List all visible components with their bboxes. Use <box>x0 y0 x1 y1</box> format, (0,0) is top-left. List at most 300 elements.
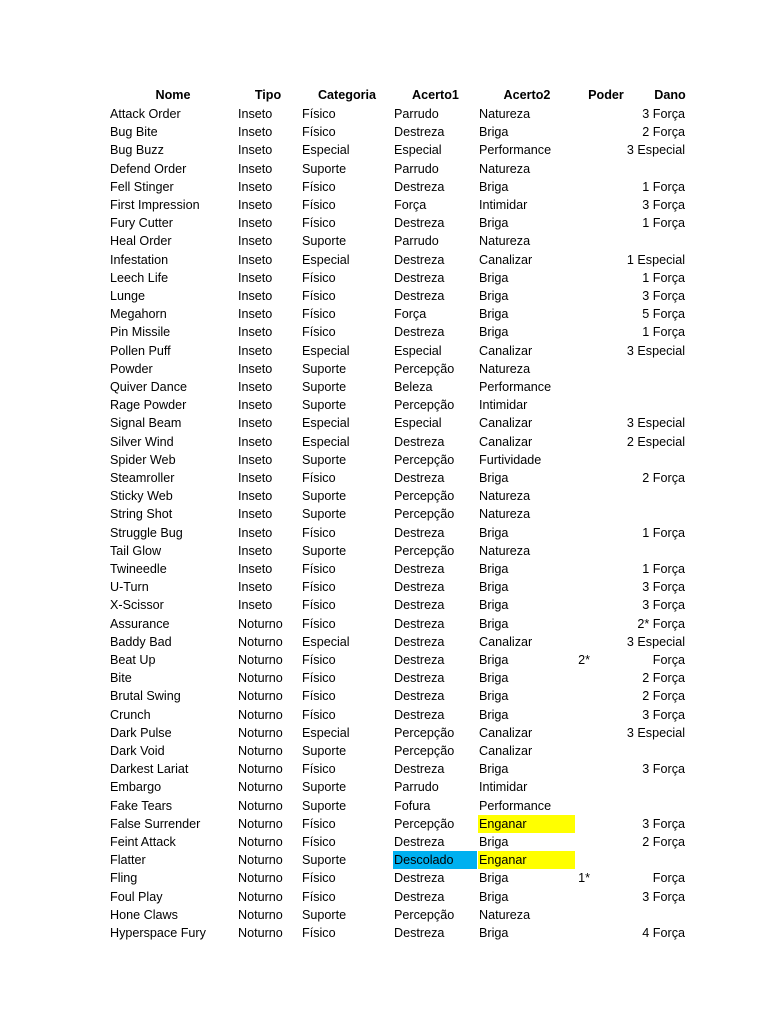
cell-dano[interactable]: 2 Força <box>642 835 685 849</box>
cell-nome[interactable]: Quiver Dance <box>110 380 187 394</box>
cell-acerto1[interactable]: Especial <box>394 416 442 431</box>
cell-dano[interactable]: 2 Força <box>642 125 685 140</box>
cell-nome[interactable]: Pollen Puff <box>110 343 171 358</box>
cell-poder[interactable] <box>555 505 590 523</box>
cell-acerto1[interactable]: Força <box>394 198 427 212</box>
cell-acerto1[interactable]: Parrudo <box>394 161 439 176</box>
cell-dano[interactable] <box>598 906 685 924</box>
cell-nome[interactable]: Hone Claws <box>110 907 178 922</box>
cell-tipo[interactable]: Inseto <box>238 452 273 467</box>
cell-tipo[interactable]: Inseto <box>238 380 273 394</box>
cell-tipo[interactable]: Inseto <box>238 216 273 231</box>
cell-tipo[interactable]: Inseto <box>238 598 273 613</box>
cell-dano[interactable]: 2 Força <box>642 471 685 485</box>
cell-poder[interactable] <box>555 633 590 651</box>
cell-poder[interactable] <box>555 160 590 178</box>
cell-acerto2[interactable]: Canalizar <box>479 252 533 267</box>
cell-acerto1[interactable]: Percepção <box>394 816 455 831</box>
cell-acerto2[interactable]: Briga <box>479 653 509 667</box>
cell-categoria[interactable]: Suporte <box>302 489 347 504</box>
cell-poder[interactable] <box>555 669 590 687</box>
cell-dano[interactable] <box>598 851 685 869</box>
cell-tipo[interactable]: Noturno <box>238 889 283 904</box>
cell-poder[interactable] <box>555 833 590 851</box>
cell-nome[interactable]: Dark Pulse <box>110 725 172 740</box>
cell-tipo[interactable]: Noturno <box>238 689 283 704</box>
cell-categoria[interactable]: Especial <box>302 143 350 158</box>
cell-categoria[interactable]: Suporte <box>302 744 347 758</box>
cell-categoria[interactable]: Suporte <box>302 507 347 522</box>
cell-tipo[interactable]: Inseto <box>238 489 273 504</box>
cell-tipo[interactable]: Inseto <box>238 179 273 194</box>
cell-categoria[interactable]: Suporte <box>302 907 347 922</box>
cell-dano[interactable]: 3 Especial <box>626 416 685 431</box>
cell-tipo[interactable]: Inseto <box>238 325 273 340</box>
cell-categoria[interactable]: Físico <box>302 471 336 485</box>
cell-poder[interactable] <box>555 196 590 214</box>
cell-acerto1[interactable]: Parrudo <box>394 780 439 795</box>
cell-categoria[interactable]: Suporte <box>302 452 347 467</box>
cell-acerto2[interactable]: Canalizar <box>479 744 533 758</box>
cell-acerto1[interactable]: Destreza <box>394 289 445 303</box>
cell-categoria[interactable]: Físico <box>302 525 336 540</box>
cell-acerto1[interactable]: Destreza <box>394 125 445 140</box>
cell-poder[interactable] <box>555 815 590 833</box>
cell-nome[interactable]: Flatter <box>110 853 146 868</box>
cell-dano[interactable]: 4 Força <box>642 926 685 940</box>
cell-poder[interactable] <box>555 305 590 323</box>
cell-acerto1[interactable]: Destreza <box>394 889 445 904</box>
cell-acerto2[interactable]: Briga <box>479 471 509 485</box>
header-poder[interactable]: Poder <box>588 88 624 102</box>
cell-nome[interactable]: Fling <box>110 871 138 886</box>
cell-nome[interactable]: Embargo <box>110 780 162 795</box>
cell-acerto2[interactable]: Performance <box>479 143 552 158</box>
cell-categoria[interactable]: Especial <box>302 725 350 740</box>
cell-acerto1[interactable]: Percepção <box>394 725 455 740</box>
cell-acerto1[interactable]: Destreza <box>394 653 445 667</box>
cell-acerto1[interactable]: Destreza <box>394 835 445 849</box>
cell-acerto1[interactable]: Percepção <box>394 361 455 376</box>
cell-acerto2[interactable]: Intimidar <box>479 198 528 212</box>
cell-nome[interactable]: Spider Web <box>110 452 176 467</box>
cell-acerto2[interactable]: Canalizar <box>479 434 533 449</box>
cell-acerto1[interactable]: Destreza <box>394 325 445 340</box>
cell-acerto2[interactable]: Briga <box>479 562 509 576</box>
cell-acerto2[interactable]: Briga <box>479 889 509 904</box>
cell-dano[interactable]: 3 Especial <box>626 343 685 358</box>
cell-dano[interactable]: 2* Força <box>637 616 685 631</box>
cell-dano[interactable] <box>598 396 685 414</box>
cell-tipo[interactable]: Inseto <box>238 125 273 140</box>
cell-tipo[interactable]: Noturno <box>238 780 283 795</box>
cell-categoria[interactable]: Suporte <box>302 234 347 249</box>
cell-tipo[interactable]: Inseto <box>238 161 273 176</box>
cell-tipo[interactable]: Inseto <box>238 525 273 540</box>
cell-dano[interactable] <box>598 505 685 523</box>
cell-acerto2[interactable]: Briga <box>479 707 509 722</box>
cell-tipo[interactable]: Noturno <box>238 762 283 777</box>
cell-acerto2[interactable]: Briga <box>479 616 509 631</box>
header-tipo[interactable]: Tipo <box>254 88 282 102</box>
cell-dano[interactable]: 3 Força <box>642 889 685 904</box>
cell-acerto2[interactable]: Enganar <box>478 815 575 833</box>
cell-nome[interactable]: Rage Powder <box>110 398 187 413</box>
cell-nome[interactable]: Lunge <box>110 289 146 303</box>
cell-acerto1[interactable]: Destreza <box>394 252 445 267</box>
cell-categoria[interactable]: Suporte <box>302 361 347 376</box>
cell-tipo[interactable]: Inseto <box>238 562 273 576</box>
cell-acerto1[interactable]: Percepção <box>394 907 455 922</box>
cell-nome[interactable]: Feint Attack <box>110 835 176 849</box>
cell-poder[interactable] <box>555 269 590 287</box>
cell-tipo[interactable]: Inseto <box>238 198 273 212</box>
cell-acerto2[interactable]: Canalizar <box>479 725 533 740</box>
cell-tipo[interactable]: Inseto <box>238 416 273 431</box>
cell-categoria[interactable]: Físico <box>302 926 336 940</box>
cell-acerto1[interactable]: Parrudo <box>394 234 439 249</box>
cell-acerto1[interactable]: Destreza <box>394 926 445 940</box>
cell-nome[interactable]: Bug Bite <box>110 125 158 140</box>
cell-acerto2[interactable]: Performance <box>479 380 552 394</box>
cell-dano[interactable] <box>598 232 685 250</box>
cell-categoria[interactable]: Especial <box>302 343 350 358</box>
cell-tipo[interactable]: Inseto <box>238 507 273 522</box>
cell-acerto2[interactable]: Natureza <box>479 907 531 922</box>
cell-tipo[interactable]: Inseto <box>238 361 273 376</box>
cell-nome[interactable]: Silver Wind <box>110 434 174 449</box>
cell-categoria[interactable]: Físico <box>302 816 336 831</box>
cell-nome[interactable]: Powder <box>110 361 153 376</box>
cell-nome[interactable]: Leech Life <box>110 270 169 285</box>
cell-acerto1[interactable]: Percepção <box>394 543 455 558</box>
header-dano[interactable]: Dano <box>654 88 686 102</box>
cell-acerto2[interactable]: Briga <box>479 762 509 777</box>
cell-acerto1[interactable]: Percepção <box>394 507 455 522</box>
cell-poder[interactable] <box>555 615 590 633</box>
cell-tipo[interactable]: Inseto <box>238 398 273 413</box>
cell-tipo[interactable]: Noturno <box>238 634 283 649</box>
cell-acerto2[interactable]: Natureza <box>479 507 531 522</box>
cell-tipo[interactable]: Inseto <box>238 434 273 449</box>
cell-acerto2[interactable]: Canalizar <box>479 343 533 358</box>
cell-acerto2[interactable]: Intimidar <box>479 780 528 795</box>
cell-tipo[interactable]: Noturno <box>238 835 283 849</box>
cell-dano[interactable]: 3 Força <box>642 289 685 303</box>
cell-categoria[interactable]: Suporte <box>302 380 347 394</box>
cell-poder[interactable] <box>555 396 590 414</box>
cell-dano[interactable] <box>598 742 685 760</box>
cell-tipo[interactable]: Noturno <box>238 725 283 740</box>
cell-nome[interactable]: X-Scissor <box>110 598 164 613</box>
cell-nome[interactable]: String Shot <box>110 507 173 522</box>
cell-nome[interactable]: Sticky Web <box>110 489 173 504</box>
cell-poder[interactable] <box>555 724 590 742</box>
cell-tipo[interactable]: Noturno <box>238 798 283 813</box>
cell-dano[interactable]: 2 Especial <box>626 434 685 449</box>
cell-dano[interactable] <box>598 160 685 178</box>
cell-categoria[interactable]: Físico <box>302 689 336 704</box>
cell-categoria[interactable]: Especial <box>302 252 350 267</box>
cell-dano[interactable]: 1 Força <box>642 179 685 194</box>
cell-poder[interactable] <box>555 105 590 123</box>
cell-dano[interactable]: 3 Força <box>642 580 685 595</box>
cell-tipo[interactable]: Noturno <box>238 616 283 631</box>
cell-nome[interactable]: Infestation <box>110 252 169 267</box>
cell-poder[interactable] <box>555 742 590 760</box>
cell-categoria[interactable]: Suporte <box>302 398 347 413</box>
cell-acerto1[interactable]: Destreza <box>394 616 445 631</box>
cell-categoria[interactable]: Físico <box>302 270 336 285</box>
cell-dano[interactable]: 5 Força <box>642 307 685 322</box>
header-nome[interactable]: Nome <box>155 88 191 102</box>
cell-poder[interactable] <box>555 542 590 560</box>
cell-poder[interactable] <box>555 906 590 924</box>
cell-acerto1[interactable]: Percepção <box>394 489 455 504</box>
cell-dano[interactable]: 3 Especial <box>626 725 685 740</box>
cell-dano[interactable]: 3 Força <box>642 816 685 831</box>
cell-acerto2[interactable]: Briga <box>479 689 509 704</box>
cell-acerto1[interactable]: Destreza <box>394 434 445 449</box>
cell-poder[interactable] <box>555 469 590 487</box>
cell-nome[interactable]: U-Turn <box>110 580 149 595</box>
cell-dano[interactable] <box>598 542 685 560</box>
cell-tipo[interactable]: Inseto <box>238 289 273 303</box>
cell-acerto1[interactable]: Destreza <box>394 270 445 285</box>
cell-poder[interactable] <box>555 378 590 396</box>
cell-acerto1[interactable]: Percepção <box>394 398 455 413</box>
cell-nome[interactable]: Baddy Bad <box>110 634 172 649</box>
cell-poder[interactable] <box>555 524 590 542</box>
cell-poder[interactable] <box>555 214 590 232</box>
cell-poder[interactable] <box>555 178 590 196</box>
cell-categoria[interactable]: Físico <box>302 562 336 576</box>
cell-acerto1[interactable]: Especial <box>394 143 442 158</box>
cell-nome[interactable]: Brutal Swing <box>110 689 181 704</box>
cell-poder[interactable] <box>555 888 590 906</box>
cell-acerto2[interactable]: Briga <box>479 580 509 595</box>
cell-tipo[interactable]: Noturno <box>238 907 283 922</box>
cell-categoria[interactable]: Especial <box>302 634 350 649</box>
cell-categoria[interactable]: Físico <box>302 198 336 212</box>
cell-dano[interactable]: 1 Força <box>642 562 685 576</box>
cell-acerto1[interactable]: Destreza <box>394 671 445 686</box>
cell-tipo[interactable]: Noturno <box>238 853 283 868</box>
cell-categoria[interactable]: Físico <box>302 889 336 904</box>
cell-acerto1[interactable]: Destreza <box>394 689 445 704</box>
cell-dano[interactable]: 3 Força <box>642 107 685 121</box>
cell-dano[interactable]: 3 Força <box>642 198 685 212</box>
cell-acerto1[interactable]: Beleza <box>394 380 433 394</box>
cell-acerto1[interactable]: Destreza <box>394 179 445 194</box>
cell-categoria[interactable]: Suporte <box>302 543 347 558</box>
cell-nome[interactable]: Attack Order <box>110 107 181 121</box>
cell-nome[interactable]: Foul Play <box>110 889 163 904</box>
cell-acerto1[interactable]: Destreza <box>394 525 445 540</box>
cell-tipo[interactable]: Inseto <box>238 580 273 595</box>
cell-nome[interactable]: Dark Void <box>110 744 165 758</box>
cell-categoria[interactable]: Especial <box>302 416 350 431</box>
cell-dano[interactable]: 1 Especial <box>626 252 685 267</box>
cell-acerto2[interactable]: Furtividade <box>479 452 542 467</box>
cell-poder[interactable] <box>555 797 590 815</box>
cell-poder[interactable] <box>555 251 590 269</box>
cell-nome[interactable]: Steamroller <box>110 471 175 485</box>
cell-poder[interactable] <box>555 232 590 250</box>
cell-dano[interactable] <box>598 360 685 378</box>
cell-categoria[interactable]: Físico <box>302 653 336 667</box>
cell-dano[interactable]: 1 Força <box>642 270 685 285</box>
cell-dano[interactable]: 3 Força <box>642 598 685 613</box>
cell-poder[interactable] <box>555 487 590 505</box>
cell-nome[interactable]: Heal Order <box>110 234 172 249</box>
cell-nome[interactable]: Crunch <box>110 707 151 722</box>
cell-poder[interactable]: 1* <box>578 871 590 886</box>
header-categoria[interactable]: Categoria <box>317 88 377 102</box>
cell-poder[interactable] <box>555 596 590 614</box>
cell-categoria[interactable]: Físico <box>302 762 336 777</box>
cell-acerto2[interactable]: Briga <box>479 671 509 686</box>
cell-acerto1[interactable]: Destreza <box>394 871 445 886</box>
cell-nome[interactable]: Twineedle <box>110 562 167 576</box>
cell-acerto1[interactable]: Destreza <box>394 562 445 576</box>
cell-acerto2[interactable]: Briga <box>479 926 509 940</box>
cell-dano[interactable]: Força <box>652 653 685 667</box>
header-acerto1[interactable]: Acerto1 <box>412 88 459 102</box>
cell-acerto1[interactable]: Especial <box>394 343 442 358</box>
cell-nome[interactable]: Darkest Lariat <box>110 762 189 777</box>
cell-tipo[interactable]: Inseto <box>238 270 273 285</box>
cell-tipo[interactable]: Noturno <box>238 744 283 758</box>
cell-dano[interactable]: 2 Força <box>642 671 685 686</box>
cell-acerto2[interactable]: Briga <box>479 598 509 613</box>
cell-poder[interactable] <box>555 123 590 141</box>
cell-acerto2[interactable]: Natureza <box>479 543 531 558</box>
cell-dano[interactable] <box>598 797 685 815</box>
cell-categoria[interactable]: Suporte <box>302 780 347 795</box>
cell-poder[interactable] <box>555 287 590 305</box>
cell-acerto2[interactable]: Briga <box>479 307 509 322</box>
cell-poder[interactable] <box>555 414 590 432</box>
cell-poder[interactable] <box>555 778 590 796</box>
cell-dano[interactable] <box>598 487 685 505</box>
cell-tipo[interactable]: Noturno <box>238 707 283 722</box>
cell-dano[interactable]: 1 Força <box>642 325 685 340</box>
cell-poder[interactable] <box>555 687 590 705</box>
cell-tipo[interactable]: Inseto <box>238 343 273 358</box>
cell-tipo[interactable]: Noturno <box>238 926 283 940</box>
cell-acerto1[interactable]: Destreza <box>394 634 445 649</box>
cell-acerto2[interactable]: Natureza <box>479 361 531 376</box>
cell-nome[interactable]: Beat Up <box>110 653 156 667</box>
cell-tipo[interactable]: Inseto <box>238 234 273 249</box>
cell-acerto2[interactable]: Natureza <box>479 489 531 504</box>
cell-poder[interactable] <box>555 360 590 378</box>
cell-tipo[interactable]: Noturno <box>238 671 283 686</box>
cell-nome[interactable]: Megahorn <box>110 307 167 322</box>
cell-acerto2[interactable]: Briga <box>479 835 509 849</box>
cell-acerto1[interactable]: Destreza <box>394 762 445 777</box>
cell-acerto2[interactable]: Intimidar <box>479 398 528 413</box>
cell-acerto1[interactable]: Percepção <box>394 452 455 467</box>
cell-acerto1[interactable]: Destreza <box>394 598 445 613</box>
cell-acerto2[interactable]: Natureza <box>479 107 531 121</box>
cell-categoria[interactable]: Físico <box>302 179 336 194</box>
cell-poder[interactable] <box>555 323 590 341</box>
cell-tipo[interactable]: Noturno <box>238 653 283 667</box>
cell-nome[interactable]: Signal Beam <box>110 416 182 431</box>
cell-acerto2[interactable]: Briga <box>479 871 509 886</box>
cell-poder[interactable] <box>555 342 590 360</box>
cell-tipo[interactable]: Inseto <box>238 471 273 485</box>
cell-categoria[interactable]: Físico <box>302 325 336 340</box>
cell-categoria[interactable]: Físico <box>302 598 336 613</box>
cell-acerto2[interactable]: Canalizar <box>479 416 533 431</box>
cell-categoria[interactable]: Físico <box>302 871 336 886</box>
cell-tipo[interactable]: Inseto <box>238 252 273 267</box>
cell-nome[interactable]: Tail Glow <box>110 543 162 558</box>
cell-dano[interactable] <box>598 778 685 796</box>
cell-categoria[interactable]: Físico <box>302 107 336 121</box>
cell-acerto1[interactable]: Destreza <box>394 707 445 722</box>
cell-dano[interactable]: 3 Especial <box>626 143 685 158</box>
cell-categoria[interactable]: Físico <box>302 707 336 722</box>
cell-tipo[interactable]: Noturno <box>238 816 283 831</box>
cell-acerto2[interactable]: Briga <box>479 270 509 285</box>
cell-nome[interactable]: Struggle Bug <box>110 525 183 540</box>
cell-categoria[interactable]: Especial <box>302 434 350 449</box>
header-acerto2[interactable]: Acerto2 <box>503 88 551 102</box>
cell-dano[interactable]: 1 Força <box>642 525 685 540</box>
cell-acerto2[interactable]: Performance <box>479 798 552 813</box>
cell-acerto2[interactable]: Natureza <box>479 234 531 249</box>
cell-nome[interactable]: Fell Stinger <box>110 179 174 194</box>
cell-categoria[interactable]: Físico <box>302 125 336 140</box>
cell-acerto2[interactable]: Briga <box>479 125 509 140</box>
cell-dano[interactable]: 1 Força <box>642 216 685 231</box>
cell-dano[interactable]: 3 Força <box>642 707 685 722</box>
cell-acerto2[interactable]: Briga <box>479 179 509 194</box>
cell-categoria[interactable]: Físico <box>302 835 336 849</box>
cell-acerto2[interactable]: Briga <box>479 289 509 303</box>
cell-dano[interactable] <box>598 451 685 469</box>
cell-acerto1[interactable]: Destreza <box>394 216 445 231</box>
cell-poder[interactable] <box>555 760 590 778</box>
cell-acerto1[interactable]: Destreza <box>394 580 445 595</box>
cell-tipo[interactable]: Inseto <box>238 307 273 322</box>
cell-acerto2[interactable]: Briga <box>479 325 509 340</box>
cell-acerto1[interactable]: Fofura <box>394 798 431 813</box>
cell-nome[interactable]: First Impression <box>110 198 200 212</box>
cell-nome[interactable]: False Surrender <box>110 816 201 831</box>
cell-categoria[interactable]: Físico <box>302 580 336 595</box>
cell-categoria[interactable]: Suporte <box>302 853 347 868</box>
cell-nome[interactable]: Defend Order <box>110 161 187 176</box>
cell-nome[interactable]: Hyperspace Fury <box>110 926 206 940</box>
cell-dano[interactable]: 2 Força <box>642 689 685 704</box>
cell-poder[interactable]: 2* <box>578 653 590 667</box>
cell-poder[interactable] <box>555 924 590 942</box>
cell-nome[interactable]: Bite <box>110 671 132 686</box>
cell-dano[interactable]: Força <box>652 871 685 886</box>
cell-poder[interactable] <box>555 451 590 469</box>
cell-poder[interactable] <box>555 560 590 578</box>
cell-acerto1[interactable]: Parrudo <box>394 107 439 121</box>
cell-tipo[interactable]: Noturno <box>238 871 283 886</box>
cell-dano[interactable]: 3 Força <box>642 762 685 777</box>
cell-categoria[interactable]: Físico <box>302 671 336 686</box>
cell-nome[interactable]: Assurance <box>110 616 170 631</box>
